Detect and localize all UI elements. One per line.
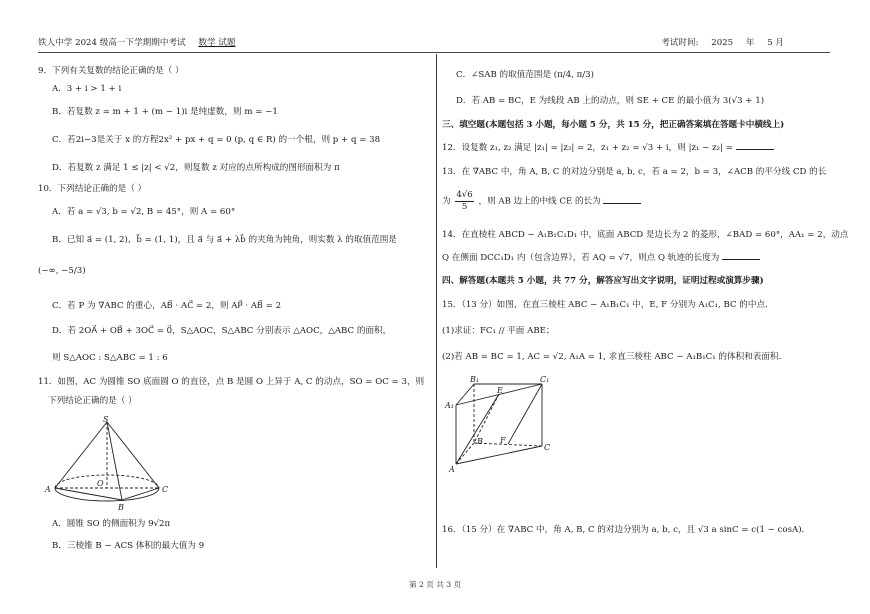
q9-option-c: C．若2i−3是关于 x 的方程2x² + px + q = 0 (p, q ∈ R) 的一个根，则 p + q = 38 xyxy=(52,135,381,145)
q10-option-b: B．已知 a⃗ = (1, 2)，b⃗ = (1, 1)，且 a⃗ 与 a⃗ + λb⃗ 的夹角为钝角，则实数 λ 的取值范围是 xyxy=(52,235,397,245)
q10-option-c: C．若 P 为 ∇ABC 的重心，AB⃗ · AC⃗ = 2，则 AP⃗ · AB⃗ = 2 xyxy=(52,301,282,311)
q13-line2 xyxy=(442,190,641,212)
exam-year-unit: 年 xyxy=(745,38,755,48)
exam-month: 5 月 xyxy=(767,38,784,48)
cone-label-b: B xyxy=(118,503,124,512)
q13-line1: 13．在 ∇ABC 中，角 A, B, C 的对边分别是 a, b, c，若 a = 2，b = 3，∠ACB 的平分线 CD 的长 xyxy=(442,167,827,177)
q13-fraction-denominator: 5 xyxy=(461,201,468,212)
cone-figure xyxy=(42,414,172,514)
q11-option-b: B．三棱锥 B − ACS 体积的最大值为 9 xyxy=(52,541,205,551)
q13-prefix: 为 xyxy=(442,196,451,207)
q15-part-2: (2)若 AB = BC = 1, AC = √2, A₁A = 1, 求直三棱柱 ABC − A₁B₁C₁ 的体积和表面积． xyxy=(442,352,788,362)
q11-stem-cont: 下列结论正确的是（ ） xyxy=(48,396,137,406)
q13-fraction xyxy=(455,190,473,212)
q10-option-d: D．若 2OA⃗ + OB⃗ + 3OC⃗ = 0⃗，S△AOC，S△ABC 分别表示 △AOC，△ABC 的面积， xyxy=(52,326,392,336)
q10-option-b-range: (−∞, −5/3) xyxy=(38,266,86,276)
exam-time xyxy=(651,38,784,49)
q9-option-d: D．若复数 z 满足 1 ≤ |z| < √2，则复数 z 对应的点所构成的图形面积为 π xyxy=(52,163,340,173)
q14-line2 xyxy=(442,253,760,264)
prism-label-c1: C₁ xyxy=(540,375,550,384)
q11-stem: 11．如图，AC 为圆锥 SO 底面圆 O 的直径，点 B 是圆 O 上异于 A, C 的动点，SO = OC = 3，则 xyxy=(38,377,425,387)
prism-label-a: A xyxy=(449,465,455,474)
q9-option-a: A．3 + i > 1 + i xyxy=(52,84,122,94)
cone-label-a: A xyxy=(45,485,51,494)
page-header xyxy=(38,36,830,53)
prism-figure xyxy=(444,372,574,476)
q9-stem: 9．下列有关复数的结论正确的是（ ） xyxy=(38,66,184,76)
q11-option-c: C．∠SAB 的取值范围是 (π/4, π/3) xyxy=(456,70,594,80)
school-title: 铁人中学 2024 级高一下学期期中考试 xyxy=(38,38,186,48)
q14-line1: 14．在直棱柱 ABCD − A₁B₁C₁D₁ 中，底面 ABCD 是边长为 2 的菱形，∠BAD = 60°，AA₁ = 2，动点 xyxy=(442,230,849,240)
q15-stem: 15．（13 分）如图，在直三棱柱 ABC − A₁B₁C₁ 中，E, F 分别为 A₁C₁, BC 的中点． xyxy=(442,300,774,310)
q13-suffix: ，则 AB 边上的中线 CE 的长为 xyxy=(478,196,601,207)
cone-label-o: O xyxy=(97,479,104,488)
q13-answer-blank xyxy=(603,203,641,204)
q14-text: Q 在侧面 DCC₁D₁ 内（包含边界），若 AQ = √7，则点 Q 轨迹的长度为 xyxy=(442,253,720,263)
q11-option-d: D．若 AB = BC，E 为线段 AB 上的动点，则 SE + CE 的最小值为 3(√3 + 1) xyxy=(456,96,765,106)
exam-title xyxy=(38,38,236,49)
q9-option-b: B．若复数 z = m + 1 + (m − 1)i 是纯虚数，则 m = −1 xyxy=(52,107,278,117)
q12-answer-blank xyxy=(736,149,774,150)
q12-text: 12．设复数 z₁, z₂ 满足 |z₁| = |z₂| = 2，z₁ + z₂ = √3 + i，则 |z₁ − z₂| = xyxy=(442,143,733,153)
q13-fraction-numerator: 4√6 xyxy=(456,190,473,200)
prism-label-c: C xyxy=(544,443,551,452)
q11-option-a: A．圆锥 SO 的侧面积为 9√2π xyxy=(52,519,171,529)
q15-part-1: (1)求证：FC₁ // 平面 ABE； xyxy=(442,326,555,336)
q10-stem: 10．下列结论正确的是（ ） xyxy=(38,184,147,194)
prism-label-a1: A₁ xyxy=(445,401,454,410)
prism-label-b: B xyxy=(477,437,483,446)
prism-label-e: E xyxy=(497,386,503,395)
cone-label-s: S xyxy=(103,415,109,424)
cone-label-c: C xyxy=(162,485,169,494)
q12 xyxy=(442,143,774,154)
subject-label: 数学 试题 xyxy=(198,38,236,48)
section-4-heading: 四、解答题(本题共 5 小题，共 77 分，解答应写出文字说明，证明过程或演算步骤) xyxy=(442,276,764,286)
q14-answer-blank xyxy=(722,259,760,260)
q10-option-a: A．若 a = √3, b = √2, B = 45°，则 A = 60° xyxy=(52,207,236,217)
page-footer: 第 2 页 共 3 页 xyxy=(408,580,462,589)
exam-year: 2025 xyxy=(711,38,734,48)
exam-time-label: 考试时间: xyxy=(661,38,699,48)
prism-label-b1: B₁ xyxy=(470,375,480,384)
q10-option-d-ratio: 则 S△AOC : S△ABC = 1 : 6 xyxy=(52,353,168,363)
prism-label-f: F xyxy=(500,436,506,445)
section-3-heading: 三、填空题(本题包括 3 小题，每小题 5 分，共 15 分，把正确答案填在答题卡中横线上) xyxy=(442,120,785,130)
q16-stem: 16．（15 分）在 ∇ABC 中，角 A, B, C 的对边分别为 a, b, c，且 √3 a sinC = c(1 − cosA)． xyxy=(442,525,811,535)
column-divider xyxy=(436,54,437,568)
